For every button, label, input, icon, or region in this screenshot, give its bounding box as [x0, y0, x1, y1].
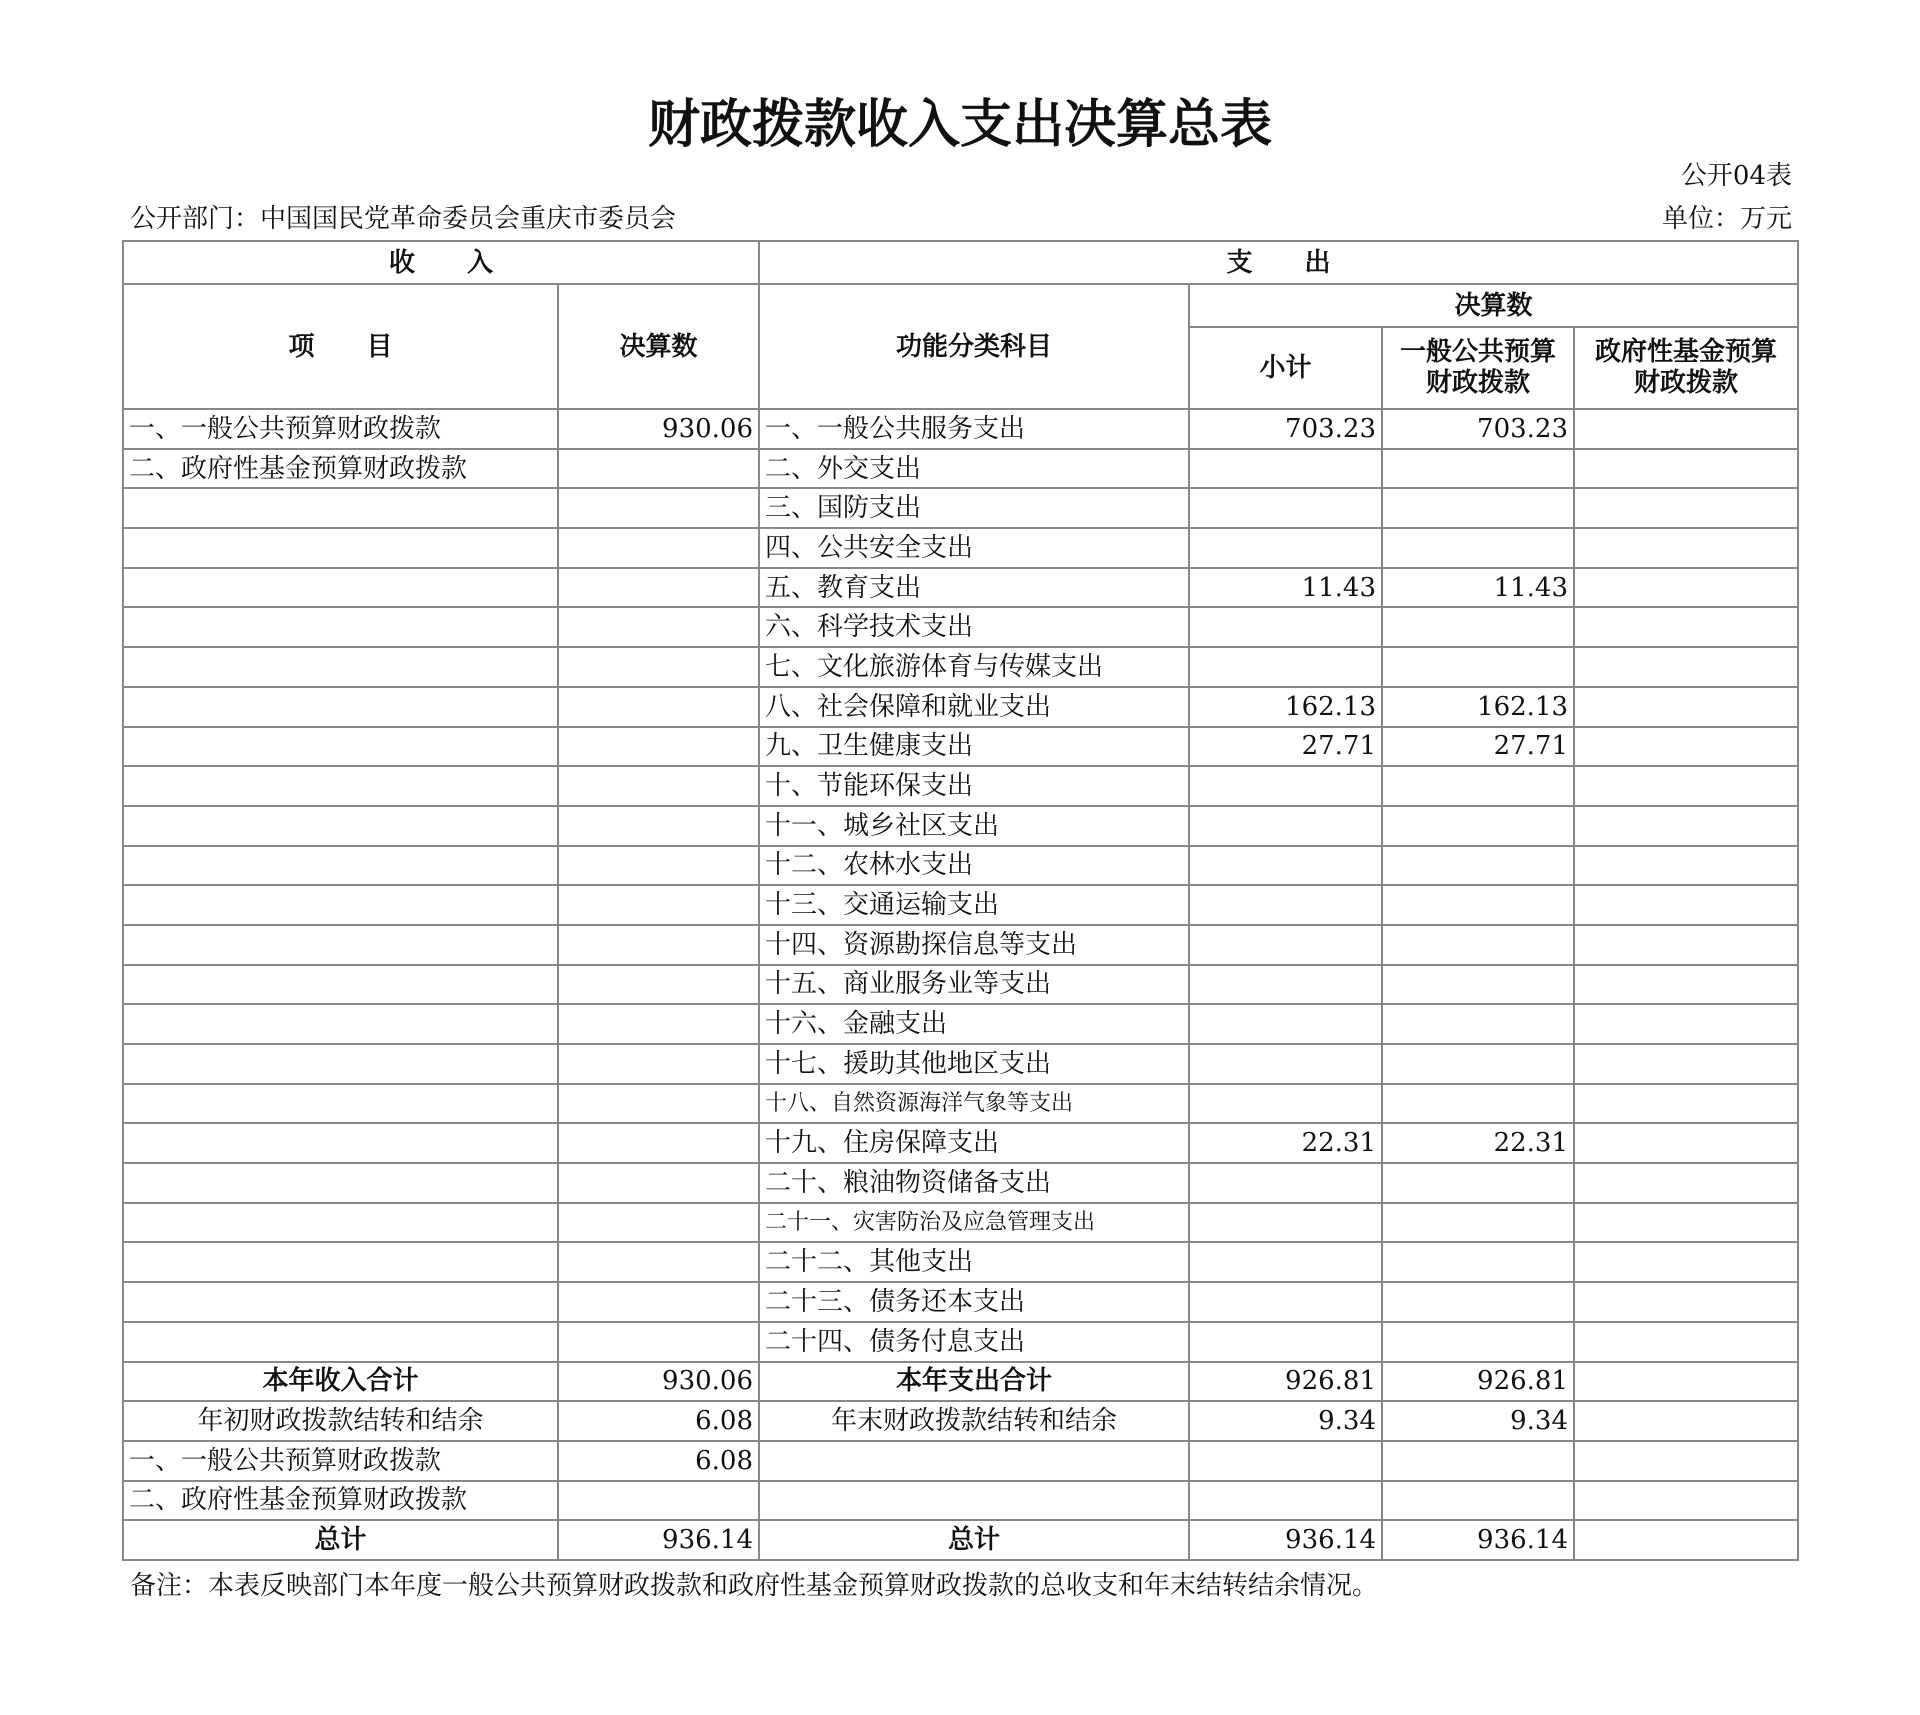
general-budget-cell [1382, 1044, 1574, 1084]
general-budget-cell [1382, 925, 1574, 965]
expense-item-cell [759, 1441, 1189, 1481]
income-amount-cell [558, 1123, 759, 1163]
income-item-cell [123, 1044, 558, 1084]
gov-fund-cell [1574, 1362, 1798, 1402]
expense-item-cell: 四、公共安全支出 [759, 528, 1189, 568]
expense-item-cell: 十七、援助其他地区支出 [759, 1044, 1189, 1084]
expense-item-cell: 十一、城乡社区支出 [759, 806, 1189, 846]
gov-fund-cell [1574, 647, 1798, 687]
income-amount-cell [558, 1322, 759, 1362]
general-budget-cell [1382, 1441, 1574, 1481]
gov-fund-header: 政府性基金预算财政拨款 [1574, 327, 1798, 409]
summary-row [123, 1441, 1798, 1481]
expense-item-cell: 十六、金融支出 [759, 1004, 1189, 1044]
final-amount-header: 决算数 [1189, 284, 1798, 327]
gov-fund-cell [1574, 449, 1798, 489]
general-budget-cell: 9.34 [1382, 1401, 1574, 1441]
table-row [123, 568, 1798, 608]
table-row [123, 766, 1798, 806]
income-item-cell [123, 607, 558, 647]
income-amount-cell: 6.08 [558, 1441, 759, 1481]
expense-item-cell: 十八、自然资源海洋气象等支出 [759, 1084, 1189, 1124]
income-item-cell: 本年收入合计 [123, 1362, 558, 1402]
income-amount-cell [558, 528, 759, 568]
income-item-cell [123, 1123, 558, 1163]
general-budget-cell [1382, 846, 1574, 886]
table-row [123, 1044, 1798, 1084]
general-budget-cell [1382, 1282, 1574, 1322]
income-amount-cell [558, 1004, 759, 1044]
general-budget-cell: 936.14 [1382, 1520, 1574, 1560]
gov-fund-cell [1574, 1481, 1798, 1521]
general-budget-cell [1382, 1203, 1574, 1243]
subtotal-cell [1189, 965, 1382, 1005]
income-amount-cell [558, 766, 759, 806]
subtotal-cell [1189, 449, 1382, 489]
expense-item-cell: 一、一般公共服务支出 [759, 409, 1189, 449]
subtotal-cell [1189, 1441, 1382, 1481]
subtotal-header: 小计 [1189, 327, 1382, 409]
expense-item-cell: 十三、交通运输支出 [759, 885, 1189, 925]
general-budget-cell [1382, 647, 1574, 687]
table-row [123, 1123, 1798, 1163]
income-amount-cell [558, 1084, 759, 1124]
table-row [123, 528, 1798, 568]
income-amount-cell [558, 1203, 759, 1243]
gov-fund-cell [1574, 1441, 1798, 1481]
expense-item-cell: 十九、住房保障支出 [759, 1123, 1189, 1163]
general-budget-cell: 27.71 [1382, 727, 1574, 767]
table-row [123, 409, 1798, 449]
gov-fund-cell [1574, 409, 1798, 449]
subtotal-cell: 9.34 [1189, 1401, 1382, 1441]
income-item-cell: 一、一般公共预算财政拨款 [123, 409, 558, 449]
general-budget-cell [1382, 607, 1574, 647]
gov-fund-cell [1574, 1163, 1798, 1203]
income-amount-cell: 6.08 [558, 1401, 759, 1441]
expense-item-cell: 二十、粮油物资储备支出 [759, 1163, 1189, 1203]
gov-fund-cell [1574, 1282, 1798, 1322]
subtotal-cell: 936.14 [1189, 1520, 1382, 1560]
income-item-cell [123, 846, 558, 886]
income-item-cell: 年初财政拨款结转和结余 [123, 1401, 558, 1441]
gov-fund-cell [1574, 1004, 1798, 1044]
subtotal-cell [1189, 528, 1382, 568]
income-item-cell [123, 965, 558, 1005]
income-amount-cell [558, 687, 759, 727]
income-item-cell [123, 687, 558, 727]
subtotal-cell [1189, 1203, 1382, 1243]
income-amount-cell [558, 1242, 759, 1282]
general-budget-cell [1382, 1084, 1574, 1124]
subtotal-cell [1189, 647, 1382, 687]
income-item-cell [123, 925, 558, 965]
general-budget-cell: 11.43 [1382, 568, 1574, 608]
table-row [123, 488, 1798, 528]
subtotal-cell: 703.23 [1189, 409, 1382, 449]
expense-item-cell: 年末财政拨款结转和结余 [759, 1401, 1189, 1441]
gov-fund-cell [1574, 885, 1798, 925]
expense-item-cell: 七、文化旅游体育与传媒支出 [759, 647, 1189, 687]
expense-item-cell: 八、社会保障和就业支出 [759, 687, 1189, 727]
gov-fund-cell [1574, 687, 1798, 727]
income-amount-cell [558, 1481, 759, 1521]
subtotal-cell: 11.43 [1189, 568, 1382, 608]
income-item-cell: 二、政府性基金预算财政拨款 [123, 449, 558, 489]
gov-fund-cell [1574, 1322, 1798, 1362]
table-row [123, 806, 1798, 846]
income-amount-cell [558, 568, 759, 608]
table-row [123, 1322, 1798, 1362]
gov-fund-cell [1574, 925, 1798, 965]
gov-fund-cell [1574, 1401, 1798, 1441]
gov-fund-cell [1574, 1044, 1798, 1084]
subtotal-cell [1189, 1282, 1382, 1322]
footnote: 备注：本表反映部门本年度一般公共预算财政拨款和政府性基金预算财政拨款的总收支和年末结转结余情况。 [130, 1571, 1379, 1601]
income-amount-cell [558, 965, 759, 1005]
table-row [123, 1203, 1798, 1243]
subtotal-cell [1189, 885, 1382, 925]
general-budget-cell [1382, 1004, 1574, 1044]
expense-item-cell: 三、国防支出 [759, 488, 1189, 528]
income-amount-cell [558, 1163, 759, 1203]
subtotal-cell [1189, 1242, 1382, 1282]
department-label: 公开部门：中国国民党革命委员会重庆市委员会 [130, 204, 677, 234]
general-budget-cell: 926.81 [1382, 1362, 1574, 1402]
subtotal-cell [1189, 1084, 1382, 1124]
income-amount-cell [558, 1282, 759, 1322]
general-budget-cell [1382, 1322, 1574, 1362]
subtotal-cell: 162.13 [1189, 687, 1382, 727]
income-item-cell [123, 488, 558, 528]
subtotal-cell: 22.31 [1189, 1123, 1382, 1163]
expense-item-cell: 二十三、债务还本支出 [759, 1282, 1189, 1322]
income-item-cell [123, 1163, 558, 1203]
summary-row [123, 1520, 1798, 1560]
summary-row [123, 1401, 1798, 1441]
gov-fund-cell [1574, 1242, 1798, 1282]
expense-item-cell: 总计 [759, 1520, 1189, 1560]
table-row [123, 727, 1798, 767]
income-amount-cell [558, 727, 759, 767]
item-header: 项 目 [123, 284, 558, 409]
income-amount-cell: 930.06 [558, 1362, 759, 1402]
expense-item-cell: 十五、商业服务业等支出 [759, 965, 1189, 1005]
gov-fund-cell [1574, 1203, 1798, 1243]
income-amount-cell [558, 806, 759, 846]
gov-fund-cell [1574, 806, 1798, 846]
general-budget-cell [1382, 1242, 1574, 1282]
income-amount-cell [558, 885, 759, 925]
expense-header: 支 出 [759, 241, 1798, 284]
income-item-cell [123, 766, 558, 806]
subtotal-cell [1189, 925, 1382, 965]
expense-item-cell: 六、科学技术支出 [759, 607, 1189, 647]
gov-fund-cell [1574, 965, 1798, 1005]
income-item-cell [123, 1084, 558, 1124]
gov-fund-cell [1574, 766, 1798, 806]
expense-item-cell: 二十一、灾害防治及应急管理支出 [759, 1203, 1189, 1243]
income-amount-cell [558, 846, 759, 886]
general-budget-header: 一般公共预算财政拨款 [1382, 327, 1574, 409]
subtotal-cell: 926.81 [1189, 1362, 1382, 1402]
expense-item-cell: 十四、资源勘探信息等支出 [759, 925, 1189, 965]
general-budget-cell [1382, 965, 1574, 1005]
subtotal-cell [1189, 1004, 1382, 1044]
general-budget-cell: 22.31 [1382, 1123, 1574, 1163]
subtotal-cell [1189, 1044, 1382, 1084]
general-budget-cell: 162.13 [1382, 687, 1574, 727]
income-item-cell [123, 568, 558, 608]
income-amount-cell: 936.14 [558, 1520, 759, 1560]
subtotal-cell [1189, 766, 1382, 806]
form-number: 公开04表 [1680, 161, 1792, 191]
summary-row [123, 1481, 1798, 1521]
income-item-cell [123, 1004, 558, 1044]
income-item-cell [123, 1242, 558, 1282]
table-row [123, 1004, 1798, 1044]
income-item-cell [123, 806, 558, 846]
expense-item-cell: 十、节能环保支出 [759, 766, 1189, 806]
income-header: 收 入 [123, 241, 759, 284]
gov-fund-cell [1574, 488, 1798, 528]
subtotal-cell [1189, 488, 1382, 528]
subtotal-cell [1189, 1163, 1382, 1203]
table-row [123, 1282, 1798, 1322]
unit-label: 单位：万元 [1661, 204, 1792, 234]
income-amount-cell [558, 449, 759, 489]
gov-fund-cell [1574, 1520, 1798, 1560]
income-item-cell [123, 1322, 558, 1362]
table-row [123, 1242, 1798, 1282]
expense-item-cell: 二十二、其他支出 [759, 1242, 1189, 1282]
subtotal-cell: 27.71 [1189, 727, 1382, 767]
table-row [123, 846, 1798, 886]
table-row [123, 607, 1798, 647]
general-budget-cell [1382, 1163, 1574, 1203]
income-item-cell: 一、一般公共预算财政拨款 [123, 1441, 558, 1481]
income-amount-cell [558, 925, 759, 965]
general-budget-cell [1382, 528, 1574, 568]
income-item-cell [123, 885, 558, 925]
page-title: 财政拨款收入支出决算总表 [647, 95, 1272, 155]
expense-item-cell: 本年支出合计 [759, 1362, 1189, 1402]
expense-item-cell: 二十四、债务付息支出 [759, 1322, 1189, 1362]
income-item-cell [123, 647, 558, 687]
income-item-cell [123, 1282, 558, 1322]
income-amount-cell [558, 488, 759, 528]
table-row [123, 965, 1798, 1005]
gov-fund-cell [1574, 528, 1798, 568]
table-row [123, 1163, 1798, 1203]
summary-row [123, 1362, 1798, 1402]
general-budget-cell: 703.23 [1382, 409, 1574, 449]
general-budget-cell [1382, 488, 1574, 528]
subtotal-cell [1189, 846, 1382, 886]
income-amount-cell [558, 1044, 759, 1084]
general-budget-cell [1382, 885, 1574, 925]
table-row [123, 925, 1798, 965]
table-row [123, 885, 1798, 925]
general-budget-cell [1382, 1481, 1574, 1521]
expense-item-cell: 十二、农林水支出 [759, 846, 1189, 886]
subtotal-cell [1189, 607, 1382, 647]
income-item-cell [123, 1203, 558, 1243]
expense-item-cell: 二、外交支出 [759, 449, 1189, 489]
table-row [123, 647, 1798, 687]
income-item-cell: 二、政府性基金预算财政拨款 [123, 1481, 558, 1521]
budget-table [122, 240, 1799, 1561]
subtotal-cell [1189, 1322, 1382, 1362]
expense-item-cell: 五、教育支出 [759, 568, 1189, 608]
income-amount-cell [558, 647, 759, 687]
general-budget-cell [1382, 806, 1574, 846]
expense-item-cell [759, 1481, 1189, 1521]
gov-fund-cell [1574, 727, 1798, 767]
expense-item-cell: 九、卫生健康支出 [759, 727, 1189, 767]
gov-fund-cell [1574, 607, 1798, 647]
income-item-cell [123, 528, 558, 568]
subtotal-cell [1189, 806, 1382, 846]
general-budget-cell [1382, 766, 1574, 806]
table-row [123, 687, 1798, 727]
gov-fund-cell [1574, 1123, 1798, 1163]
income-item-cell: 总计 [123, 1520, 558, 1560]
amount-header: 决算数 [558, 284, 759, 409]
income-amount-cell [558, 607, 759, 647]
gov-fund-cell [1574, 1084, 1798, 1124]
table-row [123, 1084, 1798, 1124]
income-amount-cell: 930.06 [558, 409, 759, 449]
gov-fund-cell [1574, 568, 1798, 608]
table-row [123, 449, 1798, 489]
gov-fund-cell [1574, 846, 1798, 886]
subtotal-cell [1189, 1481, 1382, 1521]
general-budget-cell [1382, 449, 1574, 489]
function-category-header: 功能分类科目 [759, 284, 1189, 409]
income-item-cell [123, 727, 558, 767]
